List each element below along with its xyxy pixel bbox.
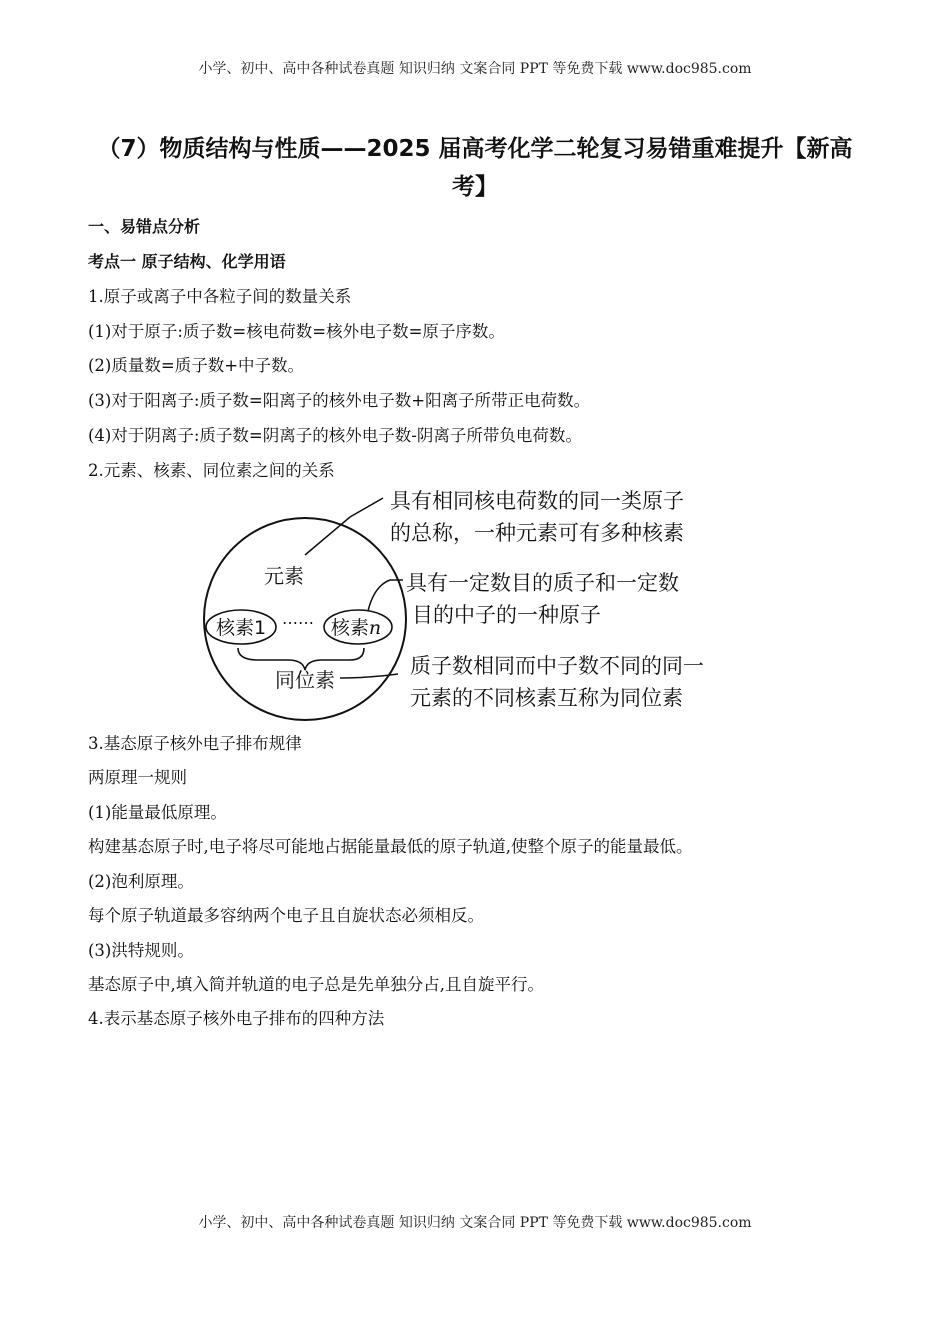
- paragraph-1-1: (1)对于原子:质子数=核电荷数=核外电子数=原子序数。: [88, 322, 505, 341]
- paragraph-3-1: (1)能量最低原理。: [88, 803, 227, 822]
- paragraph-1-3: (3)对于阳离子:质子数=阳离子的核外电子数+阳离子所带正电荷数。: [88, 391, 591, 410]
- ellipsis: ……: [282, 609, 314, 628]
- paragraph-2: 2.元素、核素、同位素之间的关系: [88, 461, 335, 480]
- page-header: 小学、初中、高中各种试卷真题 知识归纳 文案合同 PPT 等免费下载 www.doc985.com: [198, 61, 752, 77]
- nuclide-n-italic: n: [368, 617, 382, 639]
- nuclide-n-label: [331, 617, 381, 639]
- paragraph-3-2-text: 每个原子轨道最多容纳两个电子且自旋状态必须相反。: [88, 906, 484, 925]
- isotope-note-line-2: 元素的不同核素互称为同位素: [410, 686, 683, 710]
- paragraph-4: 4.表示基态原子核外电子排布的四种方法: [88, 1009, 385, 1028]
- nuclide-note-line-1: 具有一定数目的质子和一定数: [406, 571, 679, 595]
- document-title: [80, 130, 870, 206]
- page-footer: 小学、初中、高中各种试卷真题 知识归纳 文案合同 PPT 等免费下载 www.doc985.com: [198, 1215, 752, 1231]
- topic-heading: 考点一 原子结构、化学用语: [88, 252, 286, 271]
- paragraph-3-3-text: 基态原子中,填入简并轨道的电子总是先单独分占,且自旋平行。: [88, 975, 544, 994]
- nuclide-1-label: 核素1: [215, 617, 267, 639]
- paragraph-3-2: (2)泡利原理。: [88, 872, 194, 891]
- isotope-note-line-1: 质子数相同而中子数不同的同一: [410, 654, 704, 678]
- paragraph-3: 3.基态原子核外电子排布规律: [88, 734, 302, 753]
- isotope-brace: [238, 648, 364, 670]
- nuclide-n-text: 核素: [330, 617, 369, 639]
- title-line-1: （7）物质结构与性质——2025 届高考化学二轮复习易错重难提升【新高: [97, 136, 853, 162]
- title-line-2: 考】: [452, 174, 498, 200]
- paragraph-3-subtitle: 两原理一规则: [88, 768, 187, 787]
- element-note-line-2: 的总称，一种元素可有多种核素: [390, 521, 684, 545]
- nuclide-leader: [368, 580, 403, 611]
- paragraph-1: 1.原子或离子中各粒子间的数量关系: [88, 287, 352, 306]
- isotope-label: 同位素: [275, 668, 335, 692]
- element-note-line-1: 具有相同核电荷数的同一类原子: [390, 489, 684, 513]
- element-label: 元素: [264, 564, 304, 588]
- element-nuclide-isotope-diagram: [198, 482, 768, 722]
- paragraph-1-2: (2)质量数=质子数+中子数。: [88, 356, 305, 375]
- paragraph-3-1-text: 构建基态原子时,电子将尽可能地占据能量最低的原子轨道,使整个原子的能量最低。: [88, 837, 693, 856]
- paragraph-1-4: (4)对于阴离子:质子数=阴离子的核外电子数-阴离子所带负电荷数。: [88, 426, 582, 445]
- paragraph-3-3: (3)洪特规则。: [88, 941, 194, 960]
- section-heading: 一、易错点分析: [88, 217, 201, 236]
- nuclide-note-line-2: 目的中子的一种原子: [412, 603, 601, 627]
